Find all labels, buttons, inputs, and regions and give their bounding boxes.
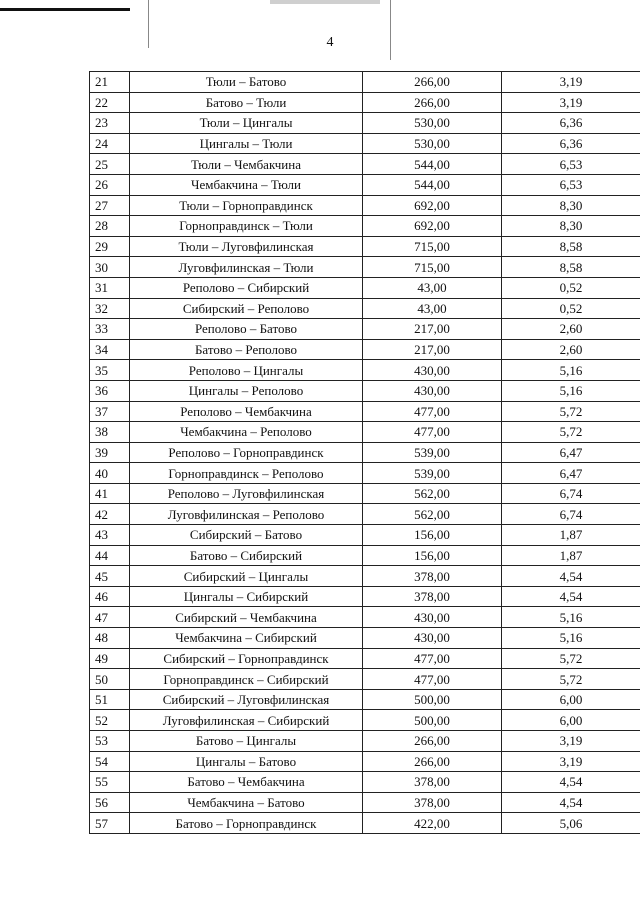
price-cell: 156,00: [363, 525, 502, 546]
price-cell: 217,00: [363, 319, 502, 340]
price-cell: 430,00: [363, 380, 502, 401]
rate-cell: 6,74: [502, 504, 640, 525]
table-row: [90, 92, 640, 113]
price-cell: 500,00: [363, 710, 502, 731]
price-cell: 562,00: [363, 504, 502, 525]
row-number-cell: 25: [90, 154, 130, 175]
route-cell: Тюли – Батово: [130, 72, 363, 93]
price-cell: 544,00: [363, 174, 502, 195]
table-row: [90, 257, 640, 278]
row-number-cell: 39: [90, 442, 130, 463]
price-cell: 715,00: [363, 257, 502, 278]
row-number-cell: 29: [90, 236, 130, 257]
price-cell: 378,00: [363, 566, 502, 587]
rate-cell: 5,16: [502, 628, 640, 649]
row-number-cell: 22: [90, 92, 130, 113]
row-number-cell: 31: [90, 277, 130, 298]
price-cell: 430,00: [363, 360, 502, 381]
rate-cell: 3,19: [502, 72, 640, 93]
table-row: [90, 319, 640, 340]
rate-cell: 3,19: [502, 731, 640, 752]
price-cell: 422,00: [363, 813, 502, 834]
price-cell: 562,00: [363, 483, 502, 504]
route-cell: Цингалы – Батово: [130, 751, 363, 772]
route-cell: Сибирский – Батово: [130, 525, 363, 546]
route-cell: Горноправдинск – Тюли: [130, 216, 363, 237]
route-cell: Батово – Горноправдинск: [130, 813, 363, 834]
price-cell: 530,00: [363, 113, 502, 134]
price-cell: 477,00: [363, 422, 502, 443]
rate-cell: 4,54: [502, 586, 640, 607]
price-cell: 430,00: [363, 607, 502, 628]
route-cell: Реполово – Цингалы: [130, 360, 363, 381]
rate-cell: 6,47: [502, 442, 640, 463]
price-cell: 378,00: [363, 772, 502, 793]
rate-cell: 6,00: [502, 710, 640, 731]
row-number-cell: 57: [90, 813, 130, 834]
route-cell: Горноправдинск – Сибирский: [130, 669, 363, 690]
table-row: [90, 813, 640, 834]
row-number-cell: 24: [90, 133, 130, 154]
price-cell: 266,00: [363, 92, 502, 113]
table-row: [90, 236, 640, 257]
rate-cell: 2,60: [502, 339, 640, 360]
table-row: [90, 586, 640, 607]
table-row: [90, 113, 640, 134]
row-number-cell: 47: [90, 607, 130, 628]
route-cell: Реполово – Батово: [130, 319, 363, 340]
rate-cell: 5,06: [502, 813, 640, 834]
route-cell: Луговфилинская – Реполово: [130, 504, 363, 525]
rate-cell: 8,30: [502, 195, 640, 216]
route-cell: Луговфилинская – Сибирский: [130, 710, 363, 731]
row-number-cell: 41: [90, 483, 130, 504]
table-row: [90, 422, 640, 443]
rate-cell: 5,16: [502, 360, 640, 381]
route-cell: Цингалы – Сибирский: [130, 586, 363, 607]
rate-cell: 2,60: [502, 319, 640, 340]
route-cell: Тюли – Горноправдинск: [130, 195, 363, 216]
route-cell: Реполово – Луговфилинская: [130, 483, 363, 504]
route-cell: Чембакчина – Сибирский: [130, 628, 363, 649]
row-number-cell: 36: [90, 380, 130, 401]
price-cell: 477,00: [363, 669, 502, 690]
route-cell: Батово – Цингалы: [130, 731, 363, 752]
price-cell: 692,00: [363, 195, 502, 216]
rate-cell: 6,74: [502, 483, 640, 504]
route-cell: Луговфилинская – Тюли: [130, 257, 363, 278]
route-cell: Сибирский – Чембакчина: [130, 607, 363, 628]
row-number-cell: 49: [90, 648, 130, 669]
rate-cell: 6,36: [502, 133, 640, 154]
row-number-cell: 32: [90, 298, 130, 319]
row-number-cell: 56: [90, 792, 130, 813]
table-row: [90, 298, 640, 319]
scan-artifact-smudge: [270, 0, 380, 4]
row-number-cell: 48: [90, 628, 130, 649]
table-row: [90, 442, 640, 463]
rate-cell: 1,87: [502, 525, 640, 546]
table-row: [90, 72, 640, 93]
rate-cell: 8,30: [502, 216, 640, 237]
fare-table: [89, 71, 640, 834]
route-cell: Сибирский – Реполово: [130, 298, 363, 319]
table-row: [90, 545, 640, 566]
route-cell: Чембакчина – Батово: [130, 792, 363, 813]
fare-table-body: [90, 72, 640, 834]
row-number-cell: 52: [90, 710, 130, 731]
price-cell: 378,00: [363, 586, 502, 607]
table-row: [90, 751, 640, 772]
rate-cell: 6,00: [502, 689, 640, 710]
rate-cell: 5,72: [502, 648, 640, 669]
row-number-cell: 43: [90, 525, 130, 546]
route-cell: Цингалы – Реполово: [130, 380, 363, 401]
rate-cell: 6,53: [502, 154, 640, 175]
route-cell: Сибирский – Цингалы: [130, 566, 363, 587]
price-cell: 266,00: [363, 72, 502, 93]
rate-cell: 3,19: [502, 92, 640, 113]
row-number-cell: 40: [90, 463, 130, 484]
route-cell: Тюли – Чембакчина: [130, 154, 363, 175]
table-row: [90, 772, 640, 793]
table-row: [90, 339, 640, 360]
route-cell: Тюли – Луговфилинская: [130, 236, 363, 257]
price-cell: 539,00: [363, 442, 502, 463]
table-row: [90, 648, 640, 669]
rate-cell: 8,58: [502, 236, 640, 257]
row-number-cell: 46: [90, 586, 130, 607]
rate-cell: 6,53: [502, 174, 640, 195]
price-cell: 530,00: [363, 133, 502, 154]
table-row: [90, 628, 640, 649]
route-cell: Чембакчина – Реполово: [130, 422, 363, 443]
route-cell: Батово – Чембакчина: [130, 772, 363, 793]
route-cell: Реполово – Чембакчина: [130, 401, 363, 422]
table-row: [90, 710, 640, 731]
row-number-cell: 28: [90, 216, 130, 237]
rate-cell: 1,87: [502, 545, 640, 566]
route-cell: Батово – Сибирский: [130, 545, 363, 566]
table-row: [90, 525, 640, 546]
table-row: [90, 154, 640, 175]
table-row: [90, 174, 640, 195]
price-cell: 477,00: [363, 401, 502, 422]
table-row: [90, 669, 640, 690]
price-cell: 539,00: [363, 463, 502, 484]
row-number-cell: 51: [90, 689, 130, 710]
row-number-cell: 27: [90, 195, 130, 216]
route-cell: Цингалы – Тюли: [130, 133, 363, 154]
rate-cell: 0,52: [502, 277, 640, 298]
price-cell: 430,00: [363, 628, 502, 649]
rate-cell: 4,54: [502, 772, 640, 793]
row-number-cell: 45: [90, 566, 130, 587]
table-row: [90, 133, 640, 154]
table-row: [90, 792, 640, 813]
row-number-cell: 33: [90, 319, 130, 340]
rate-cell: 5,16: [502, 380, 640, 401]
rate-cell: 4,54: [502, 566, 640, 587]
row-number-cell: 30: [90, 257, 130, 278]
row-number-cell: 55: [90, 772, 130, 793]
price-cell: 43,00: [363, 277, 502, 298]
rate-cell: 5,72: [502, 401, 640, 422]
price-cell: 477,00: [363, 648, 502, 669]
table-row: [90, 195, 640, 216]
table-row: [90, 216, 640, 237]
route-cell: Сибирский – Луговфилинская: [130, 689, 363, 710]
route-cell: Чембакчина – Тюли: [130, 174, 363, 195]
row-number-cell: 35: [90, 360, 130, 381]
row-number-cell: 44: [90, 545, 130, 566]
price-cell: 266,00: [363, 751, 502, 772]
rate-cell: 5,72: [502, 669, 640, 690]
scan-artifact-line: [390, 0, 391, 60]
table-row: [90, 380, 640, 401]
price-cell: 544,00: [363, 154, 502, 175]
price-cell: 378,00: [363, 792, 502, 813]
table-row: [90, 277, 640, 298]
row-number-cell: 42: [90, 504, 130, 525]
price-cell: 500,00: [363, 689, 502, 710]
row-number-cell: 53: [90, 731, 130, 752]
row-number-cell: 21: [90, 72, 130, 93]
table-row: [90, 360, 640, 381]
price-cell: 715,00: [363, 236, 502, 257]
row-number-cell: 54: [90, 751, 130, 772]
rate-cell: 0,52: [502, 298, 640, 319]
header-rule: [0, 8, 130, 11]
route-cell: Сибирский – Горноправдинск: [130, 648, 363, 669]
price-cell: 266,00: [363, 731, 502, 752]
price-cell: 692,00: [363, 216, 502, 237]
price-cell: 43,00: [363, 298, 502, 319]
rate-cell: 5,72: [502, 422, 640, 443]
row-number-cell: 37: [90, 401, 130, 422]
row-number-cell: 23: [90, 113, 130, 134]
rate-cell: 4,54: [502, 792, 640, 813]
rate-cell: 6,47: [502, 463, 640, 484]
price-cell: 156,00: [363, 545, 502, 566]
price-cell: 217,00: [363, 339, 502, 360]
route-cell: Батово – Реполово: [130, 339, 363, 360]
table-row: [90, 504, 640, 525]
table-row: [90, 463, 640, 484]
rate-cell: 8,58: [502, 257, 640, 278]
route-cell: Горноправдинск – Реполово: [130, 463, 363, 484]
route-cell: Реполово – Сибирский: [130, 277, 363, 298]
row-number-cell: 38: [90, 422, 130, 443]
rate-cell: 6,36: [502, 113, 640, 134]
rate-cell: 5,16: [502, 607, 640, 628]
row-number-cell: 26: [90, 174, 130, 195]
table-row: [90, 566, 640, 587]
page-number: 4: [326, 35, 334, 50]
table-row: [90, 731, 640, 752]
table-row: [90, 483, 640, 504]
table-row: [90, 401, 640, 422]
route-cell: Тюли – Цингалы: [130, 113, 363, 134]
rate-cell: 3,19: [502, 751, 640, 772]
table-row: [90, 607, 640, 628]
route-cell: Реполово – Горноправдинск: [130, 442, 363, 463]
route-cell: Батово – Тюли: [130, 92, 363, 113]
row-number-cell: 50: [90, 669, 130, 690]
row-number-cell: 34: [90, 339, 130, 360]
table-row: [90, 689, 640, 710]
